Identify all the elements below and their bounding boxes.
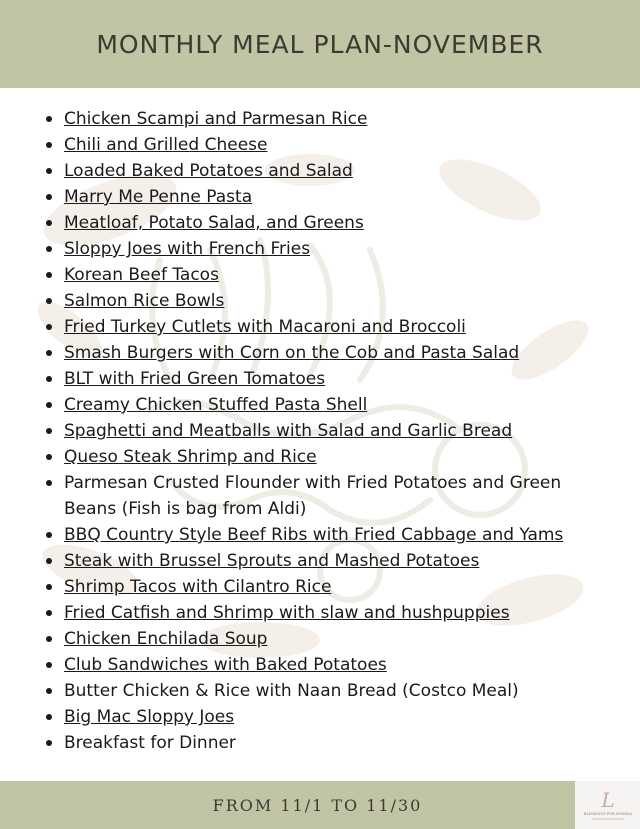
meal-item [44,730,604,756]
meal-item[interactable] [44,418,604,444]
meal-item[interactable] [44,522,604,548]
meal-item[interactable] [44,574,604,600]
meal-link[interactable]: Korean Beef Tacos [64,265,219,285]
meal-link[interactable]: Fried Catfish and Shrimp with slaw and hushpuppies [64,603,510,623]
logo-mark-icon [578,783,638,827]
meal-link[interactable]: Fried Turkey Cutlets with Macaroni and Broccoli [64,317,466,337]
meal-link[interactable]: BLT with Fried Green Tomatoes [64,369,326,389]
page-footer [0,781,575,829]
meal-item[interactable] [44,314,604,340]
svg-text:BLESSINGS FOR MOMMA: BLESSINGS FOR MOMMA [583,812,632,816]
meal-link[interactable]: Creamy Chicken Stuffed Pasta Shell [64,395,368,415]
meal-item[interactable] [44,262,604,288]
meal-item[interactable] [44,392,604,418]
meal-link[interactable]: Shrimp Tacos with Cilantro Rice [64,577,332,597]
meal-label: Butter Chicken & Rice with Naan Bread (Costco Meal) [64,681,519,701]
meal-label: Breakfast for Dinner [64,733,236,753]
meal-item[interactable] [44,600,604,626]
meal-link[interactable]: Sloppy Joes with French Fries [64,239,311,259]
meal-link[interactable]: Meatloaf, Potato Salad, and Greens [64,213,364,233]
meal-link[interactable]: Steak with Brussel Sprouts and Mashed Potatoes [64,551,480,571]
date-range: FROM 11/1 TO 11/30 [212,795,423,815]
meal-item[interactable] [44,548,604,574]
meal-item[interactable] [44,444,604,470]
meal-link[interactable]: Spaghetti and Meatballs with Salad and Garlic Bread [64,421,513,441]
brand-logo [575,781,640,829]
page-title: MONTHLY MEAL PLAN-NOVEMBER [96,29,544,59]
meal-link[interactable]: Salmon Rice Bowls [64,291,225,311]
meal-item [44,678,604,704]
meal-item[interactable] [44,366,604,392]
meal-item[interactable] [44,704,604,730]
meal-item[interactable] [44,652,604,678]
page-header [0,0,640,88]
meal-item[interactable] [44,236,604,262]
meal-link[interactable]: Loaded Baked Potatoes and Salad [64,161,353,181]
meal-item[interactable] [44,184,604,210]
meal-item[interactable] [44,288,604,314]
meal-item[interactable] [44,132,604,158]
meal-item[interactable] [44,106,604,132]
meal-item [44,470,604,522]
meal-link[interactable]: Chicken Scampi and Parmesan Rice [64,109,368,129]
meal-link[interactable]: Chili and Grilled Cheese [64,135,268,155]
meal-link[interactable]: Smash Burgers with Corn on the Cob and Pasta Salad [64,343,520,363]
meal-item[interactable] [44,210,604,236]
meal-link[interactable]: BBQ Country Style Beef Ribs with Fried Cabbage and Yams [64,525,564,545]
meal-link[interactable]: Chicken Enchilada Soup [64,629,268,649]
meal-item[interactable] [44,340,604,366]
svg-text:L: L [600,788,615,812]
meal-item[interactable] [44,626,604,652]
meal-link[interactable]: Marry Me Penne Pasta [64,187,253,207]
meal-link[interactable]: Queso Steak Shrimp and Rice [64,447,317,467]
meal-link[interactable]: Big Mac Sloppy Joes [64,707,235,727]
meal-label: Parmesan Crusted Flounder with Fried Potatoes and Green Beans (Fish is bag from Aldi) [64,473,562,519]
meal-list [44,106,604,756]
meal-item[interactable] [44,158,604,184]
meal-link[interactable]: Club Sandwiches with Baked Potatoes [64,655,387,675]
